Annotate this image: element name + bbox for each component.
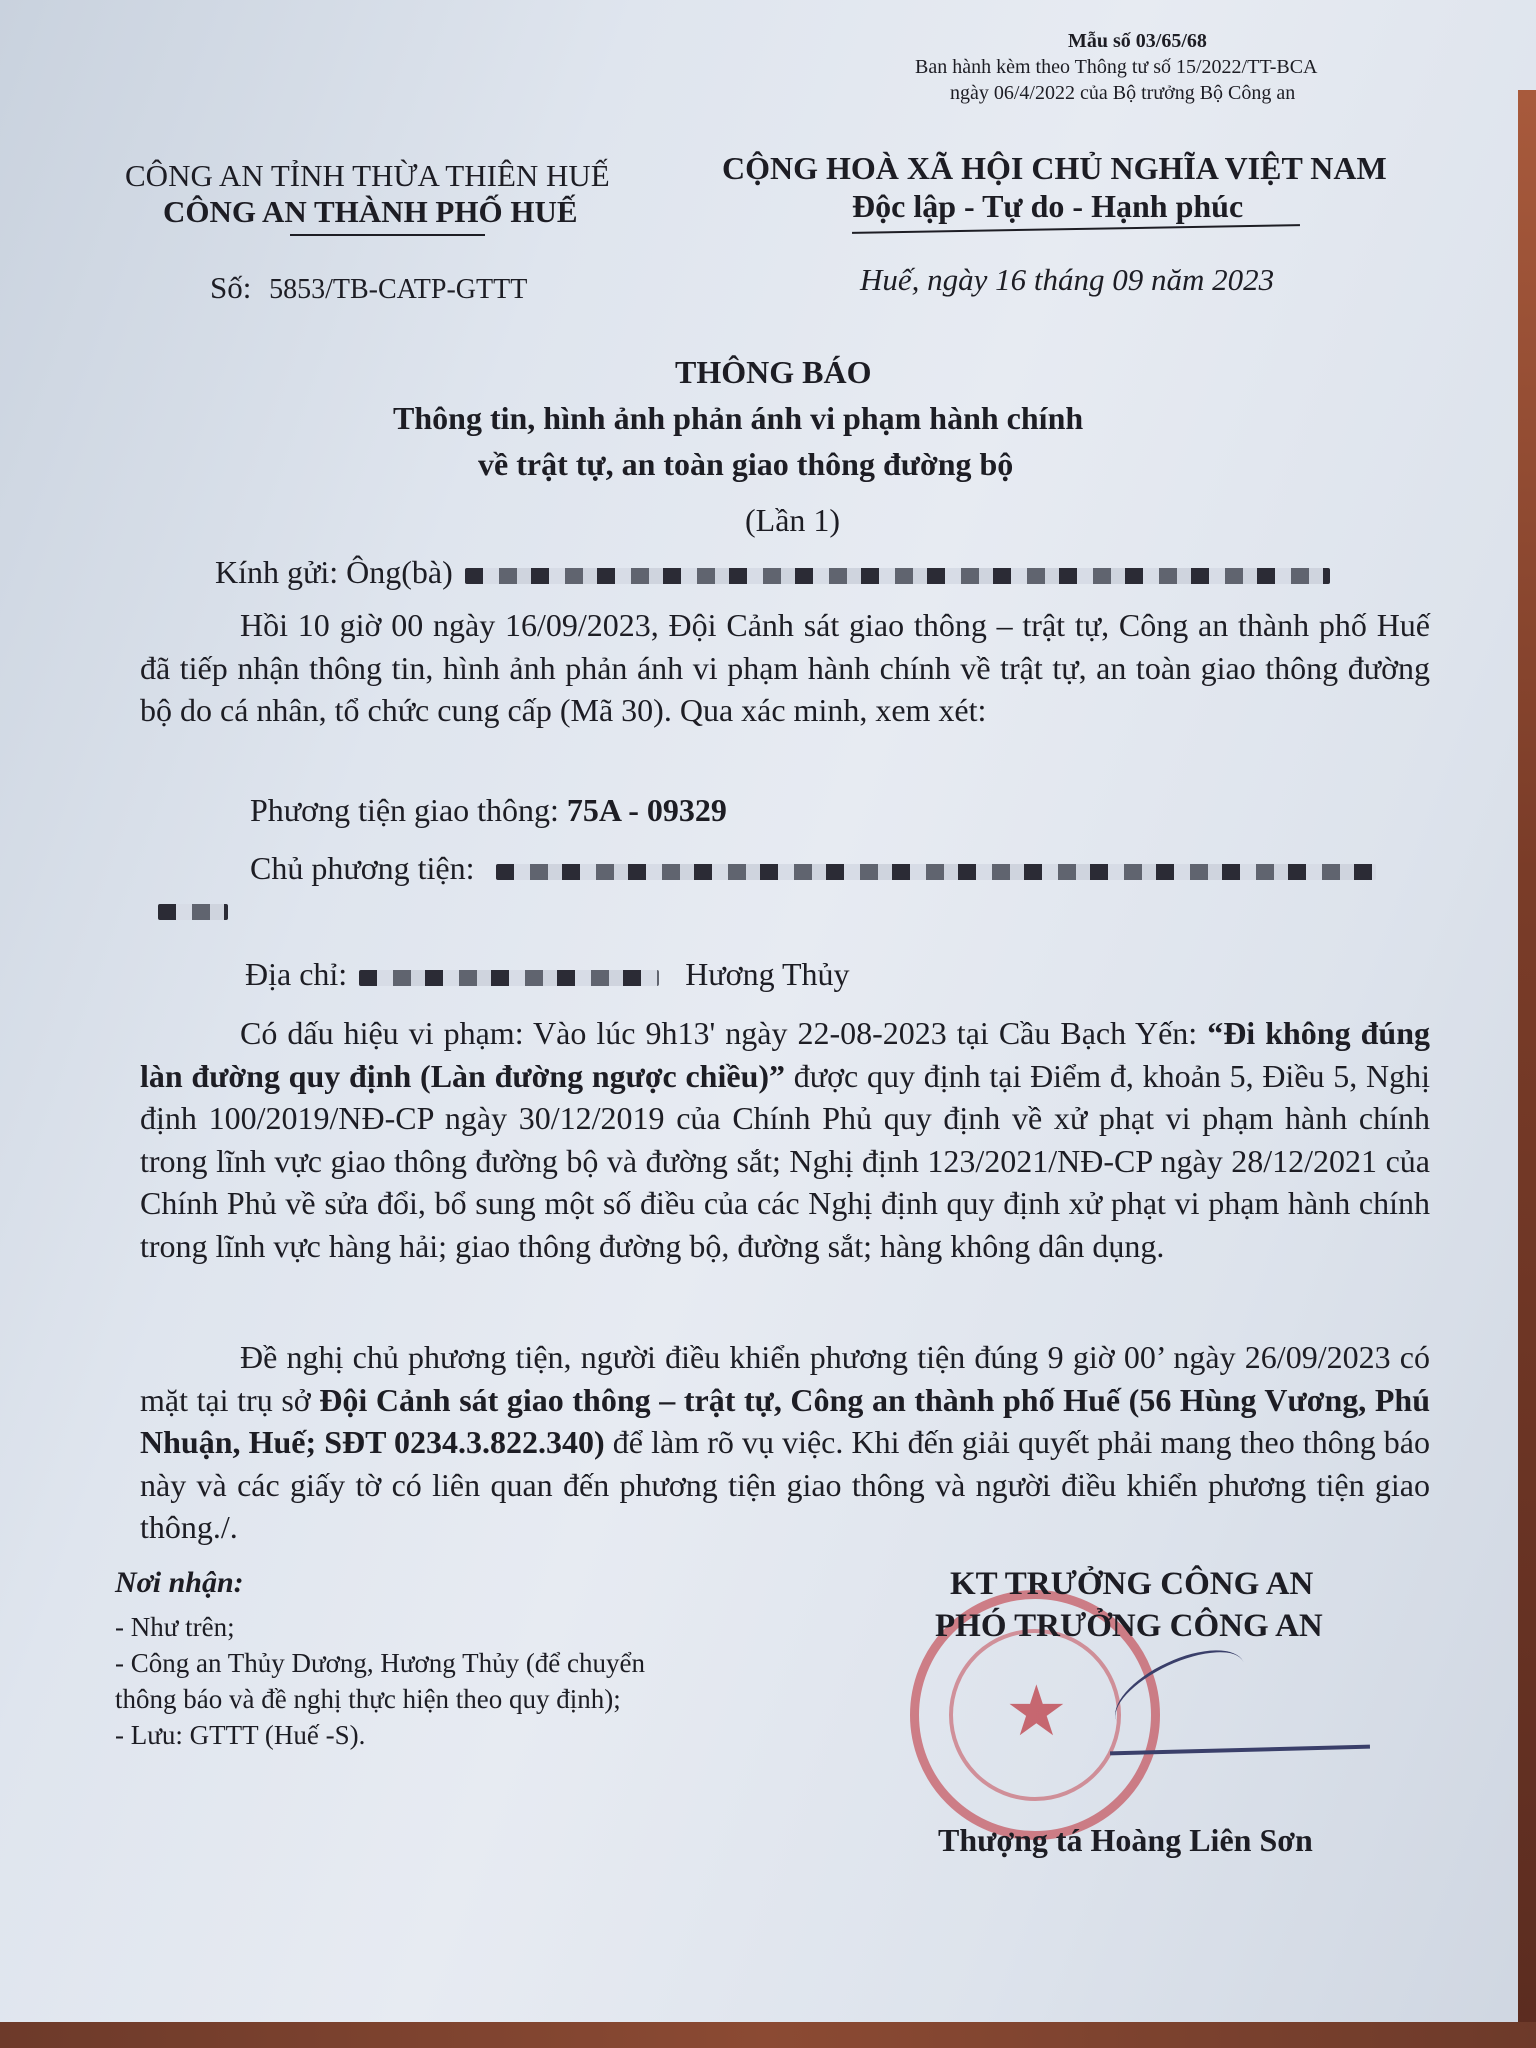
owner-label: Chủ phương tiện: bbox=[250, 850, 475, 886]
state-motto: Độc lập - Tự do - Hạnh phúc bbox=[852, 188, 1244, 224]
seal-star-icon: ★ bbox=[1005, 1674, 1068, 1751]
recipients-item-3: - Lưu: GTTT (Huế -S). bbox=[115, 1720, 366, 1750]
redacted-recipient-name bbox=[465, 568, 1330, 584]
violation-offense: “Đi không đúng làn đường quy định (Làn đường ngược chiều)” bbox=[140, 1015, 1431, 1094]
notice-title: THÔNG BÁO bbox=[675, 354, 872, 390]
issuer-province: CÔNG AN TỈNH THỪA THIÊN HUẾ bbox=[125, 158, 610, 193]
background-edge bbox=[1518, 90, 1536, 2048]
violation-rest: được quy định tại Điểm đ, khoản 5, Điều 5, Nghị định 100/2019/NĐ-CP ngày 30/12/2019 của Chính Phủ quy định về xử phạt vi phạm hành chính trong lĩnh vực giao thông đường bộ và đường sắt; Nghị định 123/2021/NĐ-CP ngày 28/12/2021 của Chính Phủ về sửa đổi, bổ sung một số điều của các Nghị định quy định xử phạt vi phạm hành chính trong lĩnh vực hàng hải; giao thông đường bộ, đường sắt; hàng không dân dụng. bbox=[140, 1057, 1431, 1264]
violation-lead: Có dấu hiệu vi phạm: Vào lúc 9h13' ngày 22-08-2023 tại Cầu Bạch Yến: bbox=[240, 1015, 1208, 1051]
notice-subtitle-line2: về trật tự, an toàn giao thông đường bộ bbox=[478, 446, 1014, 482]
address-label: Địa chỉ: bbox=[245, 956, 348, 992]
recipients-item-2b: thông báo và đề nghị thực hiện theo quy định); bbox=[115, 1684, 621, 1714]
signature-title-2: PHÓ TRƯỞNG CÔNG AN bbox=[935, 1608, 1323, 1644]
signature-title-1: KT TRƯỞNG CÔNG AN bbox=[950, 1566, 1314, 1602]
redacted-owner-name-cont bbox=[158, 904, 228, 920]
intro-paragraph bbox=[140, 604, 1430, 732]
motto-underline bbox=[852, 224, 1300, 234]
vehicle-label: Phương tiện giao thông: bbox=[250, 792, 559, 828]
doc-number-label: Số: bbox=[210, 270, 252, 305]
intro-text: Hồi 10 giờ 00 ngày 16/09/2023, Đội Cảnh sát giao thông – trật tự, Công an thành phố Huế đã tiếp nhận thông tin, hình ảnh phản ánh vi phạm hành chính về trật tự, an toàn giao thông đường bộ do cá nhân, tổ chức cung cấp (Mã 30). Qua xác minh, xem xét: bbox=[140, 607, 1430, 728]
place-date: Huế, ngày 16 tháng 09 năm 2023 bbox=[860, 262, 1275, 297]
notice-round: (Lần 1) bbox=[745, 502, 841, 538]
request-place: Đội Cảnh sát giao thông – trật tự, Công an thành phố Huế (56 Hùng Vương, Phú Nhuận, Huế; SĐT 0234.3.822.340) bbox=[140, 1381, 1431, 1460]
recipients-heading: Nơi nhận: bbox=[115, 1566, 244, 1599]
recipient-label: Kính gửi: Ông(bà) bbox=[215, 554, 453, 590]
signer-name: Thượng tá Hoàng Liên Sơn bbox=[938, 1822, 1313, 1858]
request-lead: Đề nghị chủ phương tiện, người điều khiển phương tiện đúng 9 giờ 00’ ngày 26/09/2023 có mặt tại trụ sở bbox=[140, 1339, 1430, 1418]
address-line bbox=[245, 956, 850, 993]
form-issued-date: ngày 06/4/2022 của Bộ trưởng Bộ Công an bbox=[950, 82, 1296, 104]
request-rest: để làm rõ vụ việc. Khi đến giải quyết phải mang theo thông báo này và các giấy tờ có liên quan đến phương tiện giao thông và người điều khiển phương tiện giao thông./. bbox=[140, 1424, 1431, 1545]
address-tail: Hương Thủy bbox=[685, 956, 850, 992]
recipients-item-2a: - Công an Thủy Dương, Hương Thủy (để chuyển bbox=[115, 1648, 646, 1678]
owner-line bbox=[250, 850, 1376, 887]
doc-number bbox=[210, 270, 527, 306]
recipients-item-1: - Như trên; bbox=[115, 1612, 235, 1642]
redacted-owner-name bbox=[496, 864, 1376, 880]
form-number: Mẫu số 03/65/68 bbox=[1068, 30, 1207, 52]
doc-number-value: 5853/TB-CATP-GTTT bbox=[269, 274, 528, 305]
request-paragraph bbox=[140, 1336, 1430, 1549]
recipient-line bbox=[215, 554, 1330, 591]
redacted-address bbox=[359, 970, 659, 986]
background-table bbox=[0, 2022, 1536, 2048]
issuer-underline bbox=[290, 234, 485, 236]
vehicle-line bbox=[250, 792, 727, 829]
violation-paragraph bbox=[140, 1012, 1430, 1267]
vehicle-plate: 75A - 09329 bbox=[566, 792, 727, 828]
state-name: CỘNG HOÀ XÃ HỘI CHỦ NGHĨA VIỆT NAM bbox=[722, 150, 1387, 186]
form-issued-with: Ban hành kèm theo Thông tư số 15/2022/TT-BCA bbox=[915, 56, 1318, 78]
issuer-city: CÔNG AN THÀNH PHỐ HUẾ bbox=[163, 194, 578, 229]
notice-subtitle-line1: Thông tin, hình ảnh phản ánh vi phạm hành chính bbox=[393, 400, 1084, 436]
